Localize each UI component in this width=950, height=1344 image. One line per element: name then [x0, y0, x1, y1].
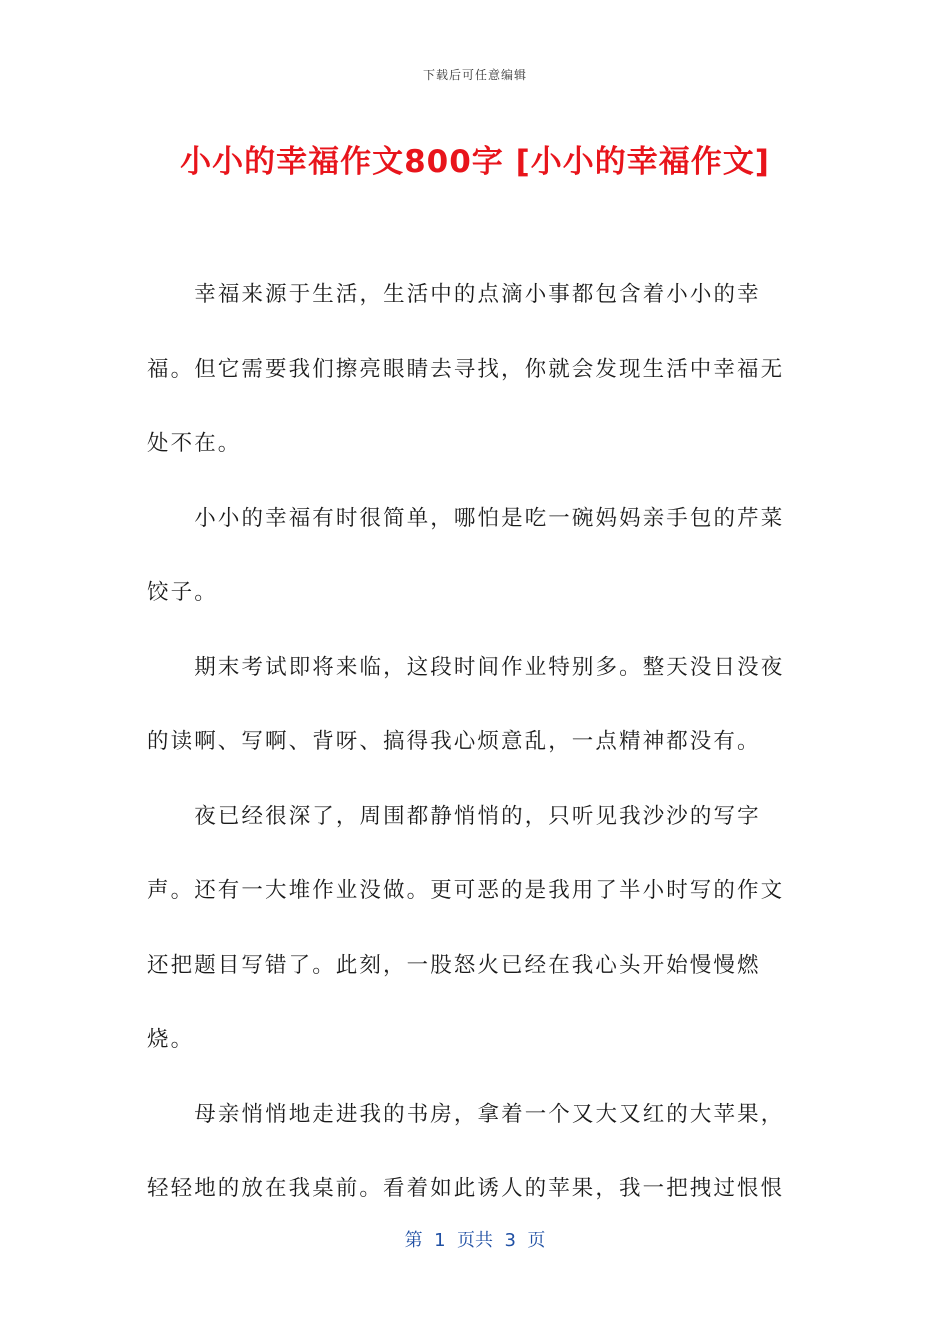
paragraph-1: 幸福来源于生活，生活中的点滴小事都包含着小小的幸福。但它需要我们擦亮眼睛去寻找，你就会发现生活中幸福无处不在。: [147, 282, 785, 456]
page-number-footer: 第 1 页共 3 页: [404, 1230, 546, 1251]
paragraph-2: 小小的幸福有时很简单，哪怕是吃一碗妈妈亲手包的芹菜饺子。: [147, 505, 785, 605]
document-title: 小小的幸福作文800字 [小小的幸福作文]: [180, 144, 770, 180]
header-note: 下载后可任意编辑: [422, 68, 527, 82]
document-body: [147, 258, 807, 1227]
paragraph-3: 期末考试即将来临，这段时间作业特别多。整天没日没夜的读啊、写啊、背呀、搞得我心烦意乱，一点精神都没有。: [147, 654, 785, 754]
paragraph-5: 母亲悄悄地走进我的书房，拿着一个又大又红的大苹果，轻轻地的放在我桌前。看着如此诱人的苹果，我一把拽过恨恨: [147, 1101, 785, 1201]
paragraph-4: 夜已经很深了，周围都静悄悄的，只听见我沙沙的写字声。还有一大堆作业没做。更可恶的是我用了半小时写的作文还把题目写错了。此刻，一股怒火已经在我心头开始慢慢燃烧。: [147, 803, 785, 1052]
